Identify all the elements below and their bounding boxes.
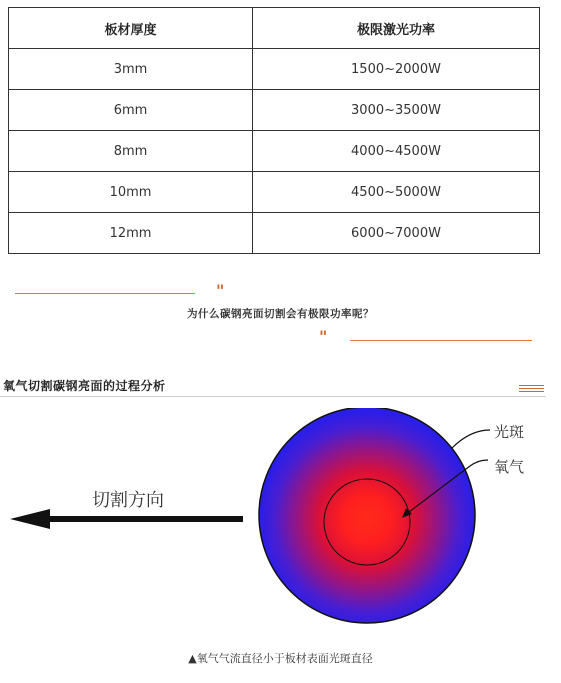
laser-spot [259, 408, 475, 623]
oxygen-label: 氧气 [494, 458, 525, 476]
figure-caption: ▲氧气气流直径小于板材表面光斑直径 [188, 652, 373, 665]
open-quote-mark: " [216, 281, 224, 300]
section-divider [0, 396, 546, 397]
header-power: 极限激光功率 [253, 8, 540, 49]
section-question: 为什么碳钢亮面切割会有极限功率呢？ [187, 308, 374, 320]
header-thickness: 板材厚度 [9, 8, 253, 49]
power-cell: 4500~5000W [253, 172, 540, 213]
close-quote-mark: " [319, 327, 327, 346]
decorative-line-top [15, 293, 195, 294]
cut-direction-arrow-head [10, 509, 50, 529]
thickness-cell: 12mm [9, 213, 253, 254]
oxygen-cutting-diagram [0, 408, 561, 643]
table-row [9, 131, 540, 172]
power-limit-table [8, 7, 540, 254]
table-row [9, 49, 540, 90]
thickness-cell: 3mm [9, 49, 253, 90]
table-header-row [9, 8, 540, 49]
power-cell: 1500~2000W [253, 49, 540, 90]
section-title: 氧气切割碳钢亮面的过程分析 [3, 379, 166, 393]
cut-direction-label: 切割方向 [92, 490, 164, 511]
table-row [9, 172, 540, 213]
spot-label: 光斑 [494, 423, 525, 441]
power-cell: 6000~7000W [253, 213, 540, 254]
thickness-cell: 10mm [9, 172, 253, 213]
thickness-cell: 6mm [9, 90, 253, 131]
table-row [9, 213, 540, 254]
thickness-cell: 8mm [9, 131, 253, 172]
power-cell: 3000~3500W [253, 90, 540, 131]
table-row [9, 90, 540, 131]
spot-leader-line [452, 430, 490, 448]
decorative-line-bottom [350, 340, 532, 341]
power-cell: 4000~4500W [253, 131, 540, 172]
menu-lines-icon [519, 385, 544, 394]
